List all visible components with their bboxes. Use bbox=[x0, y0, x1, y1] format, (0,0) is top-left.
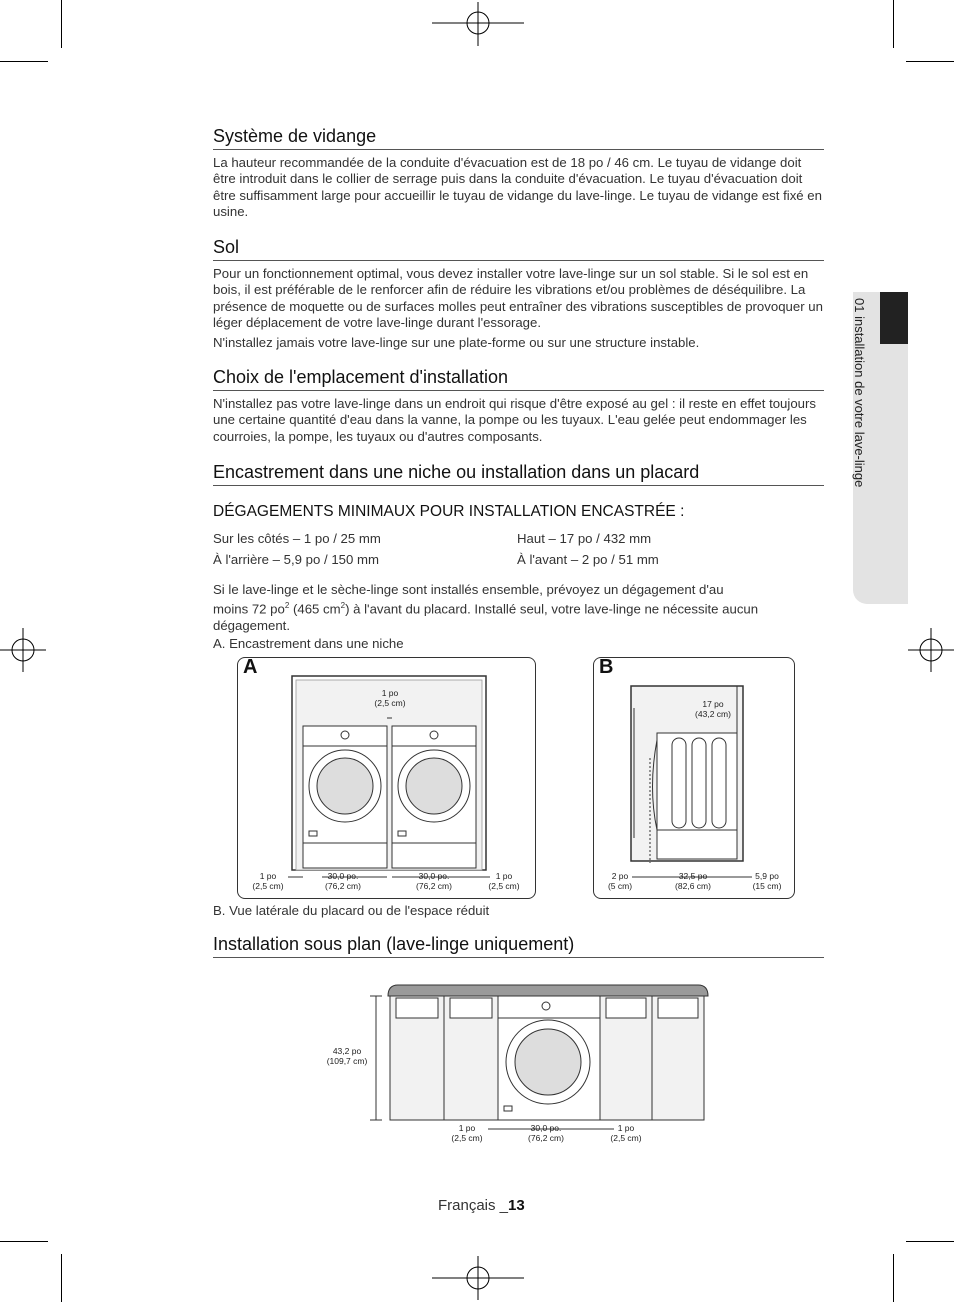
dim-value-metric: (2,5 cm) bbox=[451, 1133, 483, 1143]
registration-mark-icon bbox=[432, 2, 524, 46]
dim-washer-1 bbox=[319, 871, 367, 891]
figure-b-label: B bbox=[599, 656, 614, 678]
page-footer bbox=[438, 1197, 525, 1214]
dim-value: 17 po bbox=[702, 699, 724, 709]
drain-text bbox=[213, 155, 825, 220]
dim-top-gap bbox=[689, 699, 737, 719]
footer-language: Français _ bbox=[438, 1197, 509, 1214]
dim-value-metric: (43,2 cm) bbox=[695, 709, 731, 719]
recess-note-line-3: dégagement. bbox=[213, 617, 290, 633]
dim-value: 30,0 po. bbox=[327, 871, 359, 881]
dim-value: 1 po bbox=[259, 871, 277, 881]
superscript: 2 bbox=[284, 601, 290, 611]
figure-c bbox=[318, 980, 718, 1150]
floor-paragraph-1: Pour un fonctionnement optimal, vous devez installer votre lave-linge sur un sol stable. Si le sol est en bois, il est préférable de le renforcer afin de réduire les vibrations et/ou problèmes de déséquilibre. La présence de moquette ou de surfaces molles peut entraîner des vibrations susceptibles de provoquer un léger déplacement de votre lave-linge durant l'essorage. bbox=[213, 266, 823, 330]
caption-figure-a: A. Encastrement dans une niche bbox=[213, 636, 404, 651]
dim-value: 1 po bbox=[381, 688, 399, 698]
figure-a bbox=[237, 657, 536, 899]
location-text bbox=[213, 396, 825, 445]
figure-b-drawing bbox=[594, 658, 794, 898]
dim-value-metric: (109,7 cm) bbox=[326, 1056, 368, 1066]
chapter-label: 01 installation de votre lave-linge bbox=[852, 298, 867, 488]
dim-value-metric: (2,5 cm) bbox=[488, 881, 520, 891]
dim-value: 5,9 po bbox=[755, 871, 779, 881]
figure-a-label: A bbox=[243, 656, 258, 678]
crop-mark bbox=[0, 61, 48, 62]
dim-left bbox=[444, 1123, 490, 1143]
superscript: 2 bbox=[340, 601, 346, 611]
figure-c-drawing bbox=[318, 980, 718, 1150]
note-part: ) à l'avant du placard. Installé seul, votre lave-linge ne nécessite aucun bbox=[345, 601, 759, 617]
recess-note bbox=[213, 582, 825, 634]
note-part: (465 cm bbox=[292, 601, 341, 617]
dim-depth bbox=[668, 871, 718, 891]
registration-mark-icon bbox=[0, 628, 46, 672]
dim-height bbox=[322, 1046, 372, 1066]
clearance-sides: Sur les côtés – 1 po / 25 mm bbox=[213, 531, 381, 546]
crop-mark bbox=[61, 0, 62, 48]
section-title-undercounter: Installation sous plan (lave-linge uniquement) bbox=[213, 933, 824, 958]
dim-value-metric: (2,5 cm) bbox=[610, 1133, 642, 1143]
dim-top-gap bbox=[366, 688, 414, 708]
dim-value-metric: (2,5 cm) bbox=[374, 698, 406, 708]
crop-mark bbox=[0, 1241, 48, 1242]
crop-mark bbox=[906, 61, 954, 62]
clearance-rear: À l'arrière – 5,9 po / 150 mm bbox=[213, 552, 379, 567]
dim-washer-2 bbox=[410, 871, 458, 891]
dim-value-metric: (76,2 cm) bbox=[528, 1133, 564, 1143]
dim-value: 30,0 po. bbox=[418, 871, 450, 881]
crop-mark bbox=[61, 1254, 62, 1302]
crop-mark bbox=[893, 0, 894, 48]
crop-mark bbox=[893, 1254, 894, 1302]
dim-value-metric: (76,2 cm) bbox=[325, 881, 361, 891]
crop-mark bbox=[906, 1241, 954, 1242]
figure-b bbox=[593, 657, 795, 899]
dim-value: 1 po bbox=[495, 871, 513, 881]
dim-left bbox=[244, 871, 292, 891]
location-paragraph: N'installez pas votre lave-linge dans un endroit qui risque d'être exposé au gel : il reste en effet toujours une certaine quantité d'eau dans la vanne, la pompe ou les tuyaux. L'eau gelée peut endommager les courroies, la pompe, les tuyaux ou d'autres composants. bbox=[213, 396, 816, 444]
section-title-location: Choix de l'emplacement d'installation bbox=[213, 366, 824, 391]
dim-front bbox=[598, 871, 642, 891]
section-title-recess: Encastrement dans une niche ou installation dans un placard bbox=[213, 461, 824, 486]
dim-value: 2 po bbox=[611, 871, 629, 881]
page-number: 13 bbox=[508, 1197, 525, 1214]
dim-value-metric: (5 cm) bbox=[607, 881, 633, 891]
dim-value-metric: (2,5 cm) bbox=[252, 881, 284, 891]
dim-washer bbox=[522, 1123, 570, 1143]
dim-value-metric: (15 cm) bbox=[752, 881, 782, 891]
caption-figure-b: B. Vue latérale du placard ou de l'espace réduit bbox=[213, 903, 490, 918]
floor-paragraph-2: N'installez jamais votre lave-linge sur une plate-forme ou sur une structure instable. bbox=[213, 335, 700, 351]
dim-value: 1 po bbox=[617, 1123, 635, 1133]
dim-value: 32,5 po bbox=[678, 871, 708, 881]
note-part: moins 72 po bbox=[213, 601, 285, 617]
registration-mark-icon bbox=[432, 1256, 524, 1300]
dim-value-metric: (76,2 cm) bbox=[416, 881, 452, 891]
dim-value: 1 po bbox=[458, 1123, 476, 1133]
drain-paragraph: La hauteur recommandée de la conduite d'évacuation est de 18 po / 46 cm. Le tuyau de vidange doit être introduit dans le collier de serrage puis dans la conduite d'évacuation. Le tuyau d'évacuation doit être suffisamment large pour accueillir le tuyau de vidange du lave-linge. Le tuyau de vidange est fixé en usine. bbox=[213, 155, 822, 219]
floor-text bbox=[213, 266, 825, 351]
dim-value: 30,0 po. bbox=[530, 1123, 562, 1133]
dim-value: 43,2 po bbox=[332, 1046, 362, 1056]
dim-right bbox=[603, 1123, 649, 1143]
clearance-top: Haut – 17 po / 432 mm bbox=[517, 531, 652, 546]
section-title-floor: Sol bbox=[213, 236, 824, 261]
clearance-subtitle: DÉGAGEMENTS MINIMAUX POUR INSTALLATION ENCASTRÉE : bbox=[213, 503, 685, 520]
recess-note-line-1: Si le lave-linge et le sèche-linge sont installés ensemble, prévoyez un dégagement d'au bbox=[213, 582, 724, 597]
dim-right bbox=[480, 871, 528, 891]
dim-value-metric: (82,6 cm) bbox=[675, 881, 711, 891]
dim-rear bbox=[744, 871, 790, 891]
registration-mark-icon bbox=[908, 628, 954, 672]
section-title-drain: Système de vidange bbox=[213, 125, 824, 150]
clearance-front: À l'avant – 2 po / 51 mm bbox=[517, 552, 659, 567]
